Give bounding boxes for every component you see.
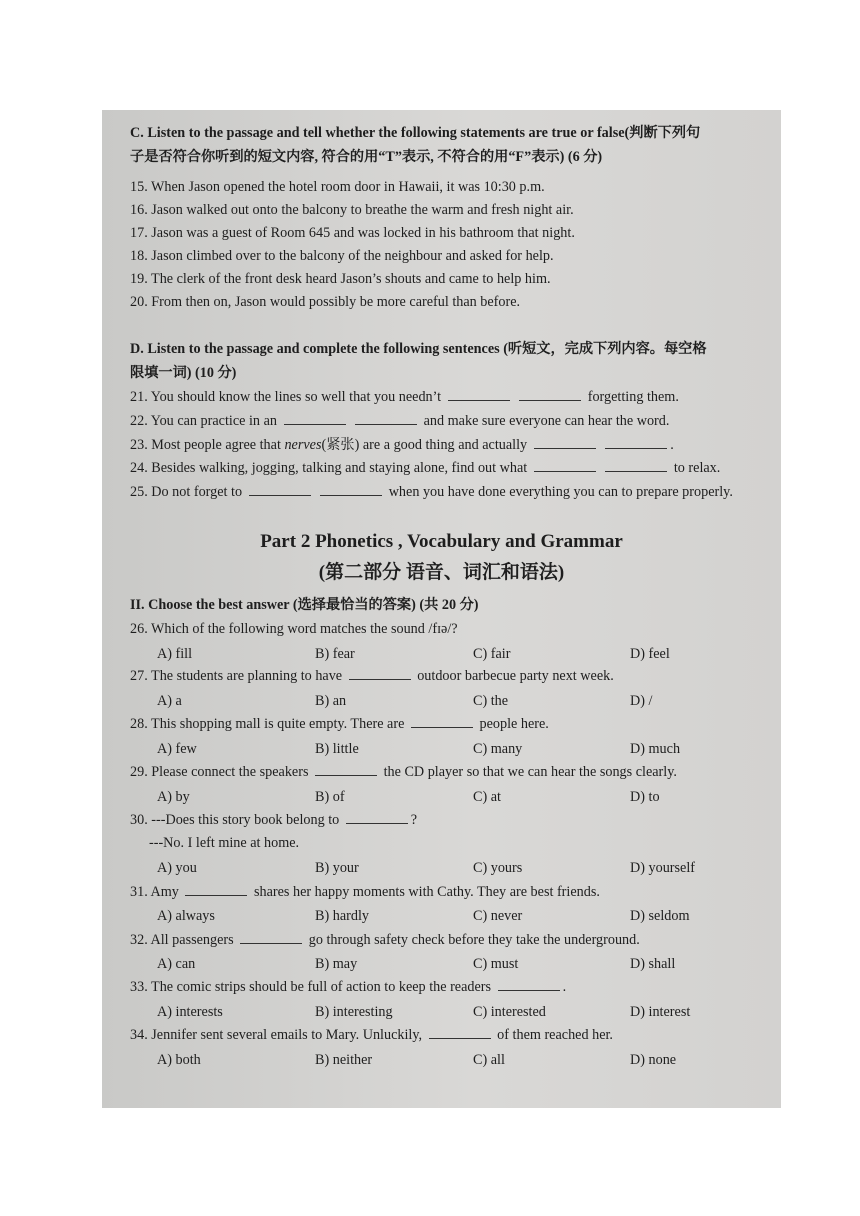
option-b: B) your xyxy=(315,860,359,876)
q34-text-a: 34. Jennifer sent several emails to Mary. Unluckily, xyxy=(130,1027,423,1043)
q21-text-a: 21. You should know the lines so well that you needn’t xyxy=(130,389,442,405)
question-26: 26. Which of the following word matches the sound /fɪə/? xyxy=(130,621,458,637)
answer-blank xyxy=(498,978,560,991)
q30-options xyxy=(157,857,717,879)
question-22 xyxy=(130,410,669,433)
question-24 xyxy=(130,457,720,480)
answer-blank xyxy=(411,715,473,728)
option-d: D) shall xyxy=(630,956,676,972)
answer-blank xyxy=(448,388,510,401)
question-28 xyxy=(130,713,549,736)
q27-options xyxy=(157,690,717,712)
answer-blank xyxy=(534,436,596,449)
q31-options xyxy=(157,905,717,927)
section-d-heading-1: D. Listen to the passage and complete the following sentences (听短文，完成下列内容。每空格 xyxy=(130,341,707,357)
question-19: 19. The clerk of the front desk heard Jason’s shouts and came to help him. xyxy=(130,271,551,287)
option-d: D) / xyxy=(630,693,653,709)
q23-text-b: (紧张) are a good thing and actually xyxy=(321,437,528,453)
option-b: B) little xyxy=(315,741,359,757)
section-ii-heading: II. Choose the best answer (选择最恰当的答案) (共 20 分) xyxy=(130,597,479,613)
answer-blank xyxy=(320,483,382,496)
section-c-heading-2: 子是否符合你听到的短文内容, 符合的用“T”表示, 不符合的用“F”表示) (6 分) xyxy=(130,149,603,165)
question-34 xyxy=(130,1024,613,1047)
option-b: B) neither xyxy=(315,1052,373,1068)
exam-content xyxy=(102,110,781,1108)
question-21 xyxy=(130,386,679,409)
q30-text-a: 30. ---Does this story book belong to xyxy=(130,812,340,828)
option-d: D) none xyxy=(630,1052,677,1068)
option-c: C) at xyxy=(473,789,501,805)
answer-blank xyxy=(519,388,581,401)
part2-title: Part 2 Phonetics , Vocabulary and Grammar xyxy=(260,531,623,552)
q23-text-c: . xyxy=(670,437,674,453)
answer-blank xyxy=(284,412,346,425)
q32-text-a: 32. All passengers xyxy=(130,932,234,948)
q21-text-b: forgetting them. xyxy=(587,389,679,405)
question-18: 18. Jason climbed over to the balcony of the neighbour and asked for help. xyxy=(130,248,554,264)
option-a: A) both xyxy=(157,1052,201,1068)
q27-text-a: 27. The students are planning to have xyxy=(130,668,343,684)
option-c: C) fair xyxy=(473,646,511,662)
q34-options xyxy=(157,1049,717,1071)
q22-text-b: and make sure everyone can hear the word. xyxy=(423,413,670,429)
answer-blank xyxy=(534,459,596,472)
answer-blank xyxy=(240,931,302,944)
answer-blank xyxy=(185,883,247,896)
answer-blank xyxy=(429,1026,491,1039)
q24-text-a: 24. Besides walking, jogging, talking and staying alone, find out what xyxy=(130,460,528,476)
option-b: B) hardly xyxy=(315,908,369,924)
question-29 xyxy=(130,761,677,784)
option-b: B) interesting xyxy=(315,1004,393,1020)
q29-text-a: 29. Please connect the speakers xyxy=(130,764,309,780)
q22-text-a: 22. You can practice in an xyxy=(130,413,277,429)
option-c: C) must xyxy=(473,956,519,972)
q33-text-a: 33. The comic strips should be full of action to keep the readers xyxy=(130,979,492,995)
q23-text-a: 23. Most people agree that xyxy=(130,437,281,453)
option-d: D) to xyxy=(630,789,660,805)
option-a: A) interests xyxy=(157,1004,223,1020)
option-b: B) may xyxy=(315,956,358,972)
answer-blank xyxy=(249,483,311,496)
q29-options xyxy=(157,786,717,808)
question-17: 17. Jason was a guest of Room 645 and was locked in his bathroom that night. xyxy=(130,225,575,241)
answer-blank xyxy=(315,763,377,776)
question-16: 16. Jason walked out onto the balcony to breathe the warm and fresh night air. xyxy=(130,202,574,218)
option-a: A) you xyxy=(157,860,197,876)
option-d: D) feel xyxy=(630,646,670,662)
answer-blank xyxy=(349,667,411,680)
q32-options xyxy=(157,953,717,975)
option-b: B) of xyxy=(315,789,345,805)
q33-options xyxy=(157,1001,717,1023)
option-d: D) yourself xyxy=(630,860,696,876)
option-d: D) seldom xyxy=(630,908,690,924)
option-c: C) all xyxy=(473,1052,505,1068)
q31-text-b: shares her happy moments with Cathy. They are best friends. xyxy=(253,884,600,900)
option-b: B) fear xyxy=(315,646,355,662)
q30-text-b: ? xyxy=(410,812,418,828)
question-32 xyxy=(130,929,640,952)
q25-text-b: when you have done everything you can to prepare properly. xyxy=(388,484,733,500)
option-a: A) can xyxy=(157,956,196,972)
question-20: 20. From then on, Jason would possibly be more careful than before. xyxy=(130,294,521,310)
option-d: D) much xyxy=(630,741,681,757)
q32-text-b: go through safety check before they take the underground. xyxy=(308,932,640,948)
question-30 xyxy=(130,809,417,832)
part2-subtitle: (第二部分 语音、词汇和语法) xyxy=(318,562,565,583)
q34-text-b: of them reached her. xyxy=(497,1027,613,1043)
q29-text-b: the CD player so that we can hear the songs clearly. xyxy=(383,764,677,780)
q33-text-b: . xyxy=(562,979,567,995)
q27-text-b: outdoor barbecue party next week. xyxy=(417,668,614,684)
option-c: C) many xyxy=(473,741,523,757)
q25-text-a: 25. Do not forget to xyxy=(130,484,243,500)
q31-text-a: 31. Amy xyxy=(130,884,179,900)
answer-blank xyxy=(605,459,667,472)
option-a: A) always xyxy=(157,908,215,924)
question-33 xyxy=(130,976,566,999)
exam-page xyxy=(102,110,781,1108)
section-d-heading-2: 限填一词) (10 分) xyxy=(130,365,237,381)
question-30-reply: ---No. I left mine at home. xyxy=(149,835,300,851)
option-b: B) an xyxy=(315,693,347,709)
q28-text-b: people here. xyxy=(479,716,549,732)
option-a: A) fill xyxy=(157,646,193,662)
section-c-heading-1: C. Listen to the passage and tell whether the following statements are true or false(判断下列句 xyxy=(130,125,701,141)
option-c: C) the xyxy=(473,693,509,709)
question-27 xyxy=(130,665,614,688)
question-15: 15. When Jason opened the hotel room door in Hawaii, it was 10:30 p.m. xyxy=(130,179,545,195)
question-31 xyxy=(130,881,600,904)
option-c: C) never xyxy=(473,908,523,924)
q24-text-b: to relax. xyxy=(673,460,721,476)
answer-blank xyxy=(346,811,408,824)
q28-options xyxy=(157,738,717,760)
option-a: A) by xyxy=(157,789,190,805)
answer-blank xyxy=(605,436,667,449)
q28-text-a: 28. This shopping mall is quite empty. There are xyxy=(130,716,405,732)
option-c: C) yours xyxy=(473,860,523,876)
q23-italic-word: nerves xyxy=(284,437,322,453)
answer-blank xyxy=(355,412,417,425)
option-a: A) few xyxy=(157,741,197,757)
question-25 xyxy=(130,481,733,504)
option-c: C) interested xyxy=(473,1004,546,1020)
option-d: D) interest xyxy=(630,1004,691,1020)
q26-options xyxy=(157,643,717,665)
question-23 xyxy=(130,434,674,457)
option-a: A) a xyxy=(157,693,182,709)
